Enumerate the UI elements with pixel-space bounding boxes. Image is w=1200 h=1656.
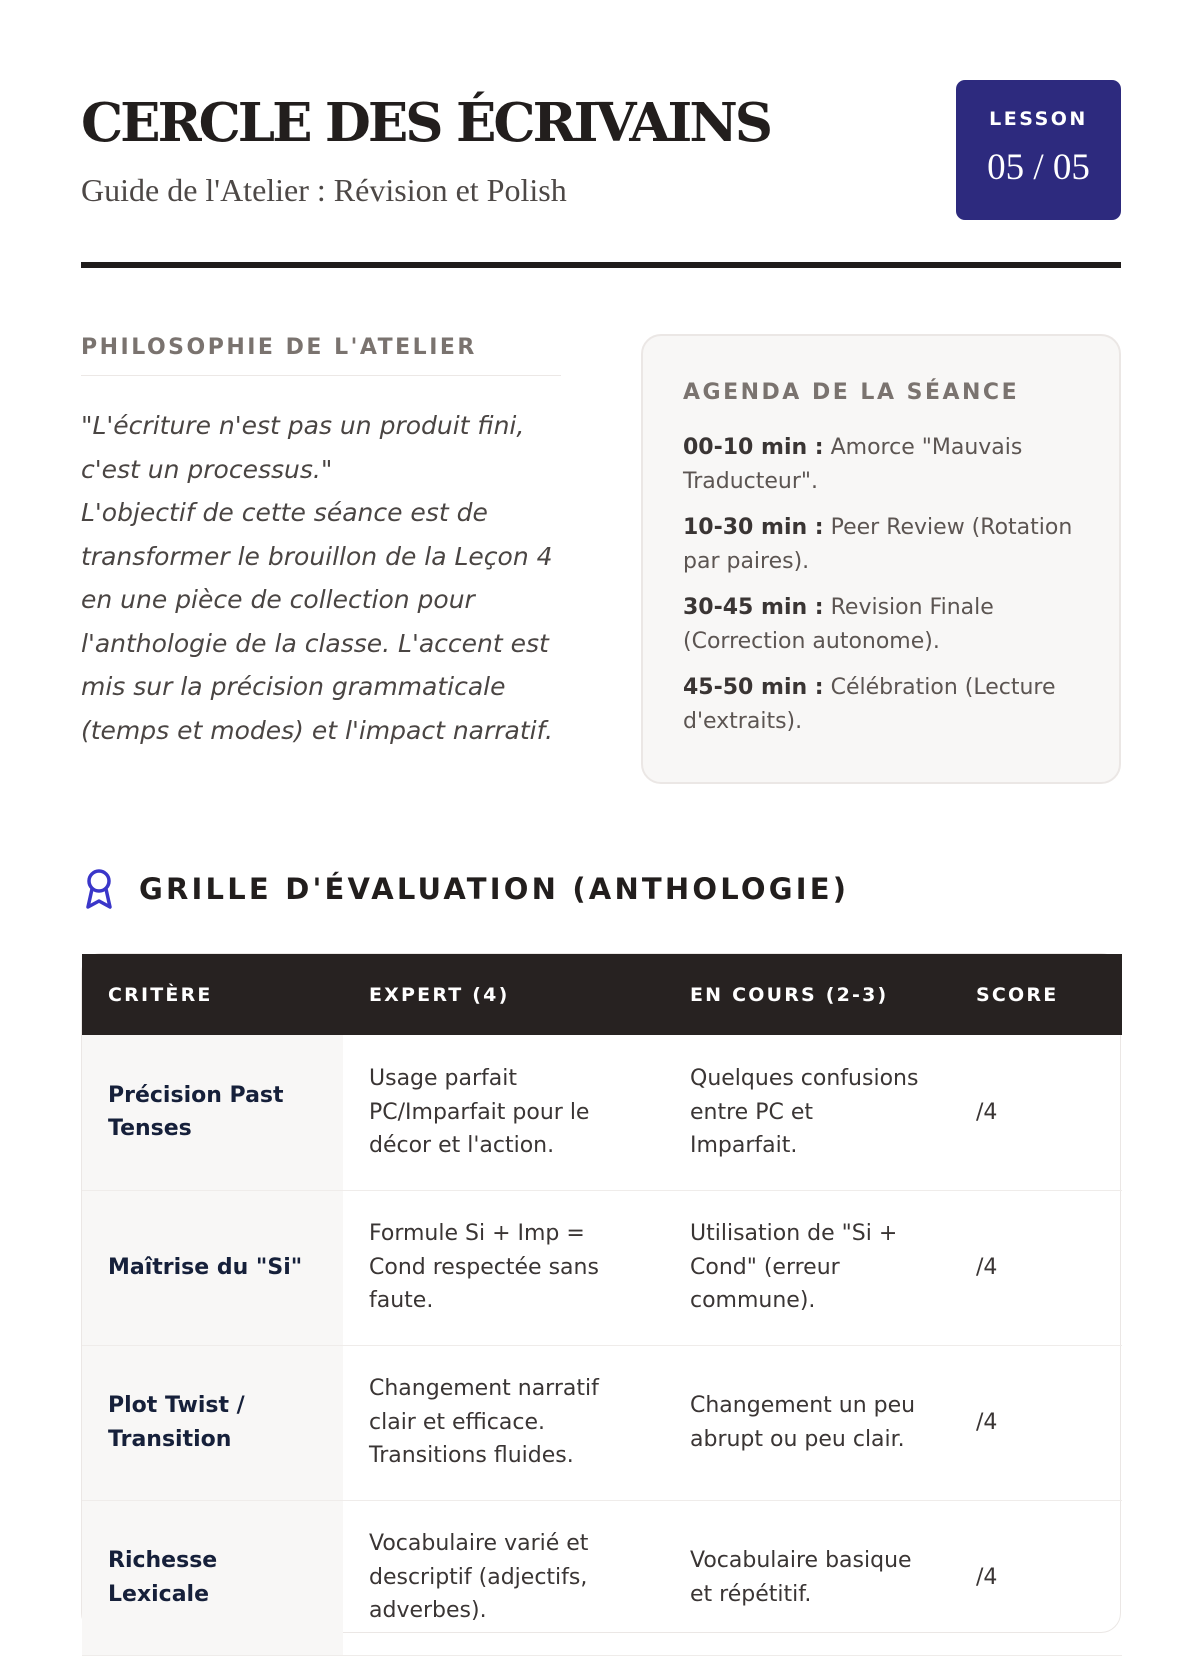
agenda-time: 30-45 min :	[683, 595, 824, 620]
agenda-item	[683, 671, 1079, 738]
expert-cell: Formule Si + Imp = Cond respectée sans faute.	[343, 1190, 664, 1345]
agenda-list	[683, 431, 1079, 738]
agenda-activity: Célébration (Lecture d'extraits).	[683, 675, 1056, 734]
lesson-badge	[956, 80, 1121, 220]
table-header-row	[82, 954, 1122, 1035]
criterion-cell: Précision Past Tenses	[82, 1035, 343, 1190]
rubric-heading	[81, 866, 849, 912]
page-title: CERCLE DES ÉCRIVAINS	[81, 92, 771, 154]
agenda-activity: Revision Finale (Correction autonome).	[683, 595, 994, 654]
criterion-cell: Richesse Lexicale	[82, 1500, 343, 1655]
agenda-activity: Amorce "Mauvais Traducteur".	[683, 435, 1023, 494]
philosophy-text	[81, 404, 561, 752]
in-progress-cell: Vocabulaire basique et répétitif.	[664, 1500, 950, 1655]
agenda-activity: Peer Review (Rotation par paires).	[683, 515, 1073, 574]
criterion-cell: Maîtrise du "Si"	[82, 1190, 343, 1345]
agenda-item	[683, 511, 1079, 578]
criterion-cell: Plot Twist / Transition	[82, 1345, 343, 1500]
agenda-time: 45-50 min :	[683, 675, 824, 700]
score-cell: /4	[950, 1190, 1122, 1345]
philosophy-quote: "L'écriture n'est pas un produit fini, c'est un processus."	[81, 411, 525, 484]
agenda-item	[683, 591, 1079, 658]
in-progress-cell: Utilisation de "Si + Cond" (erreur commune).	[664, 1190, 950, 1345]
header-divider	[81, 262, 1121, 268]
agenda-time: 00-10 min :	[683, 435, 824, 460]
in-progress-cell: Changement un peu abrupt ou peu clair.	[664, 1345, 950, 1500]
agenda-item	[683, 431, 1079, 498]
agenda-heading: AGENDA DE LA SÉANCE	[683, 380, 1020, 405]
score-cell: /4	[950, 1345, 1122, 1500]
agenda-time: 10-30 min :	[683, 515, 824, 540]
award-ribbon-icon	[81, 867, 117, 911]
agenda-card	[641, 334, 1121, 784]
expert-cell: Changement narratif clair et efficace. Transitions fluides.	[343, 1345, 664, 1500]
rubric-title: GRILLE D'ÉVALUATION (ANTHOLOGIE)	[139, 872, 850, 906]
lesson-badge-value: 05 / 05	[987, 147, 1090, 188]
table-row	[82, 1500, 1122, 1655]
page-header	[81, 80, 1121, 268]
score-cell: /4	[950, 1500, 1122, 1655]
table-row	[82, 1035, 1122, 1190]
in-progress-cell: Quelques confusions entre PC et Imparfait.	[664, 1035, 950, 1190]
expert-cell: Vocabulaire varié et descriptif (adjectifs, adverbes).	[343, 1500, 664, 1655]
column-header-criterion: CRITÈRE	[108, 983, 213, 1006]
page-subtitle: Guide de l'Atelier : Révision et Polish	[81, 172, 567, 208]
lesson-badge-label: LESSON	[989, 108, 1088, 130]
column-header-score: SCORE	[976, 983, 1059, 1006]
philosophy-heading: PHILOSOPHIE DE L'ATELIER	[81, 335, 561, 376]
column-header-expert: EXPERT (4)	[369, 983, 510, 1006]
column-header-in-progress: EN COURS (2-3)	[690, 983, 889, 1006]
philosophy-body: L'objectif de cette séance est de transformer le brouillon de la Leçon 4 en une pièce de collection pour l'anthologie de la classe. L'accent est mis sur la précision grammaticale (temps et modes) et l'impact narratif.	[81, 498, 553, 745]
table-row	[82, 1190, 1122, 1345]
score-cell: /4	[950, 1035, 1122, 1190]
rubric-table	[81, 953, 1121, 1633]
table-row	[82, 1345, 1122, 1500]
expert-cell: Usage parfait PC/Imparfait pour le décor et l'action.	[343, 1035, 664, 1190]
philosophy-section	[81, 335, 561, 752]
